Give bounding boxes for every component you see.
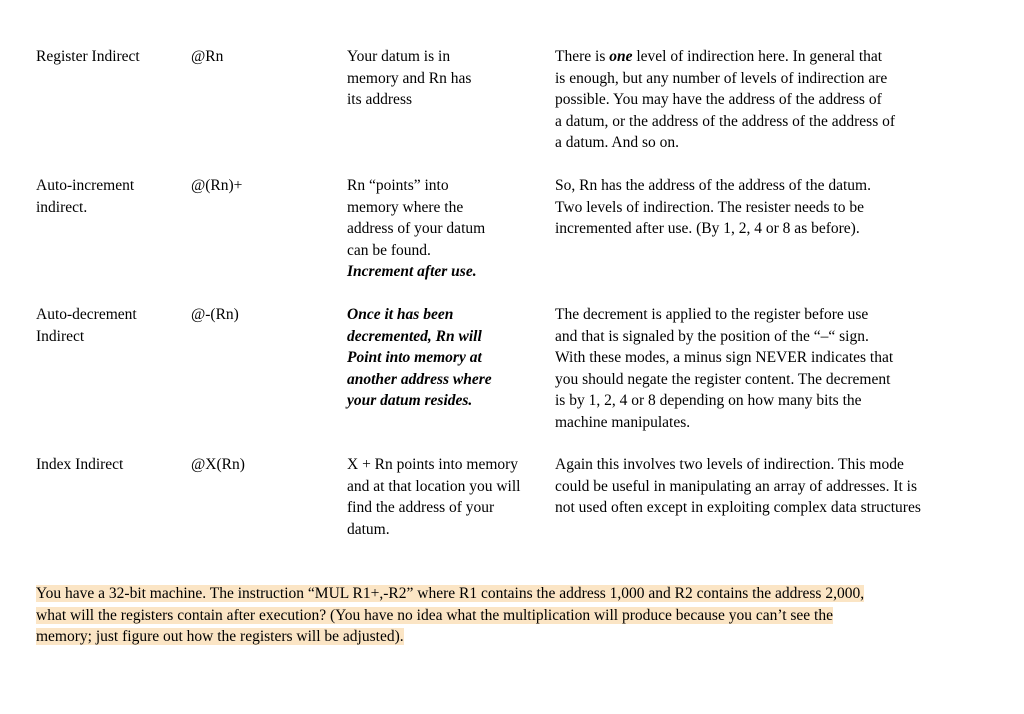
notes-text: There is <box>555 48 610 65</box>
question-line: memory; just figure out how the registers will be adjusted). <box>36 628 404 646</box>
mode-meaning: Once it has been decremented, Rn will Point into memory at another address where your datum resides. <box>347 306 492 410</box>
mode-name: Auto-decrement Indirect <box>36 306 137 345</box>
mode-name: Register Indirect <box>36 48 140 65</box>
mode-meaning: Your datum is in memory and Rn has its address <box>347 48 472 109</box>
question-line: what will the registers contain after execution? (You have no idea what the multiplication will produce because you can’t see the <box>36 606 833 624</box>
emphasis-text: Increment after use. <box>347 263 477 281</box>
mode-meaning: Rn “points” into memory where the address of your datum can be found. Increment after use. <box>347 175 552 283</box>
highlighted-question <box>36 583 996 648</box>
question-line: You have a 32-bit machine. The instruction “MUL R1+,-R2” where R1 contains the address 1,000 and R2 contains the address 2,000, <box>36 585 865 602</box>
emphasis-text: one <box>609 48 633 65</box>
mode-syntax: @Rn <box>191 48 224 65</box>
mode-syntax: @X(Rn) <box>191 456 245 473</box>
mode-name: Auto-increment indirect. <box>36 177 135 216</box>
mode-name: Index Indirect <box>36 456 124 473</box>
mode-syntax: @(Rn)+ <box>191 177 243 194</box>
mode-notes: The decrement is applied to the register before use and that is signaled by the position of the “–“ sign. With these modes, a minus sign NEVER indicates that you should negate the register content. The decrement is by 1, 2, 4 or 8 depending on how many bits the machine manipulates. <box>555 306 894 431</box>
mode-notes: So, Rn has the address of the address of the datum. Two levels of indirection. The resister needs to be incremented after use. (By 1, 2, 4 or 8 as before). <box>555 177 871 238</box>
mode-meaning: X + Rn points into memory and at that location you will find the address of your datum. <box>347 456 521 538</box>
mode-notes: Again this involves two levels of indirection. This mode could be useful in manipulating an array of addresses. It is not used often except in exploiting complex data structures <box>555 456 921 517</box>
mode-notes: There is one level of indirection here. In general that is enough, but any number of levels of indirection are possible. You may have the address of the address of a datum, or the address of the address of the address of a datum. And so on. <box>555 48 896 152</box>
mode-syntax: @-(Rn) <box>191 306 239 323</box>
notes-text: level of indirection here. In general that <box>632 48 883 65</box>
